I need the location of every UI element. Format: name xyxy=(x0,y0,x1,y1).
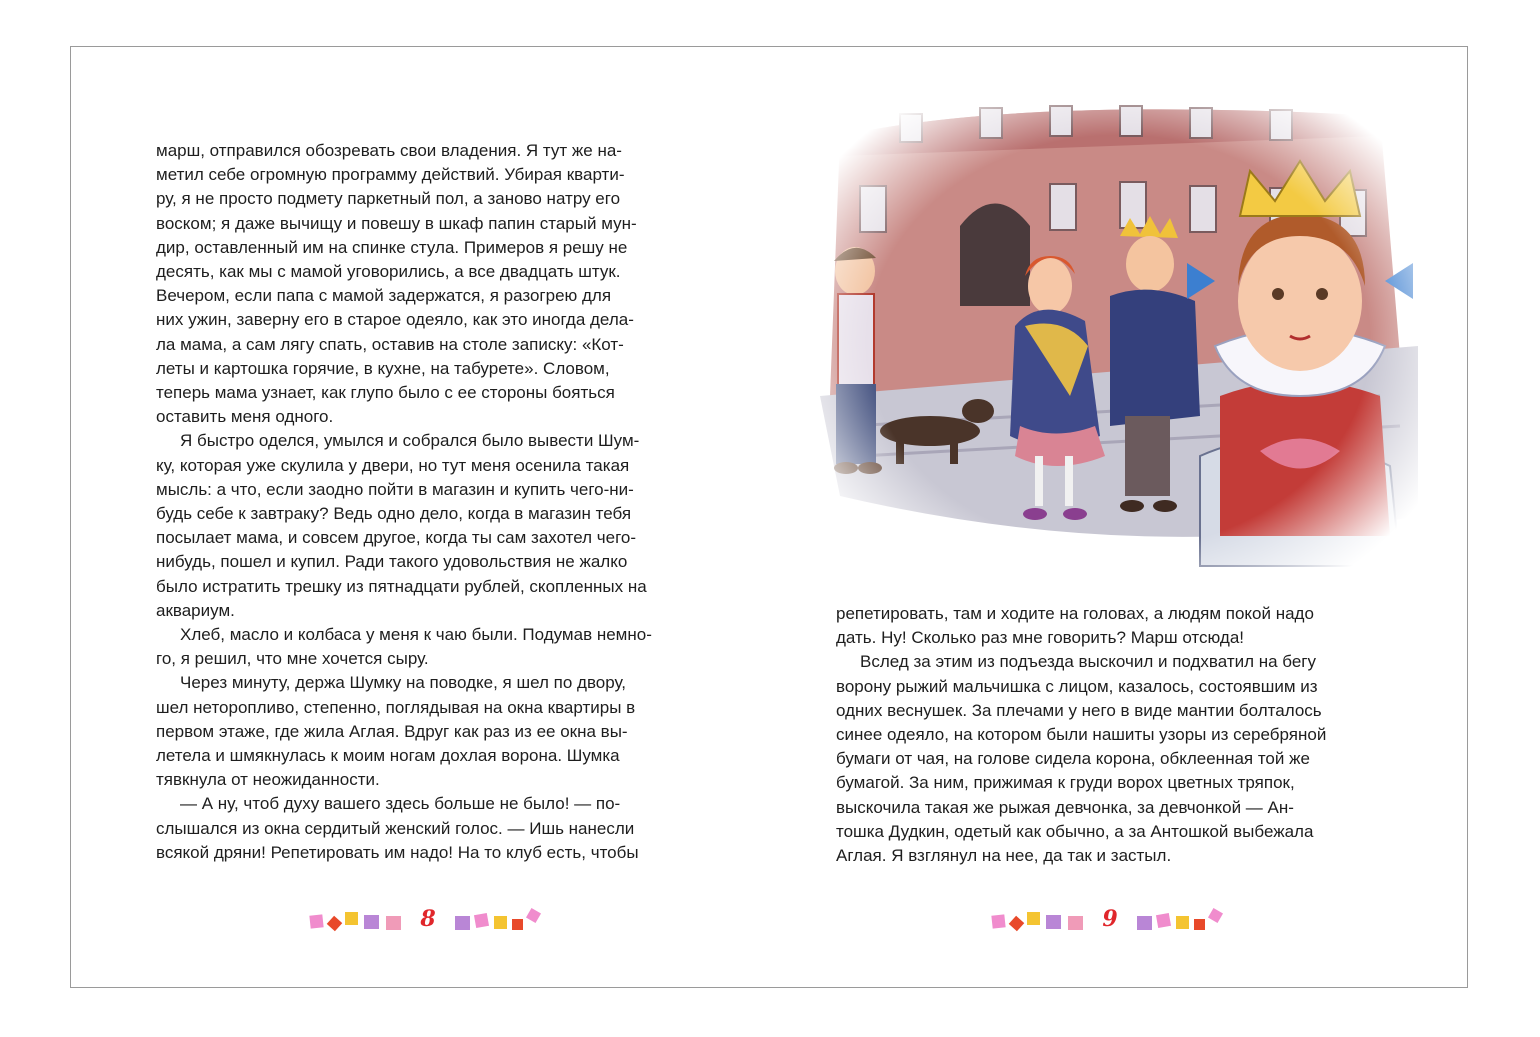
text-line: Через минуту, держа Шумку на поводке, я шел по двору, xyxy=(180,673,627,693)
text-line: одних веснушек. За плечами у него в виде мантии болталось xyxy=(836,700,1322,720)
page-number-left xyxy=(310,908,550,938)
text-line: нибудь, пошел и купил. Ради такого удовольствия не жалко xyxy=(156,552,628,572)
text-line: ла мама, а сам лягу спать, оставив на столе записку: «Кот- xyxy=(156,334,624,354)
left-page-text xyxy=(156,139,702,865)
text-line: оставить меня одного. xyxy=(156,407,334,427)
decor-square xyxy=(364,915,379,929)
text-line: выскочила такая же рыжая девчонка, за девчонкой — Ан- xyxy=(836,797,1294,817)
text-line: первом этаже, где жила Аглая. Вдруг как раз из ее окна вы- xyxy=(156,721,628,741)
text-line: ру, я не просто подмету паркетный пол, а заново натру его xyxy=(156,189,621,209)
decor-square xyxy=(1156,913,1171,928)
decor-square xyxy=(1137,916,1152,930)
text-line: синее одеяло, на котором были нашиты узоры из серебряной xyxy=(836,725,1327,745)
decor-square xyxy=(1046,915,1061,929)
decor-square xyxy=(386,916,401,930)
text-line: слышался из окна сердитый женский голос. — Ишь нанесли xyxy=(156,818,635,838)
decor-square xyxy=(345,912,358,925)
text-line: репетировать, там и ходите на головах, а людям покой надо xyxy=(836,604,1314,623)
text-line: тявкнула от неожиданности. xyxy=(156,770,380,790)
text-line: Я быстро оделся, умылся и собрался было вывести Шум- xyxy=(180,431,640,451)
decor-square xyxy=(1194,919,1205,930)
decor-square xyxy=(1009,916,1025,932)
text-line: посылает мама, и совсем другое, когда ты сам захотел чего- xyxy=(156,528,637,548)
text-line: Хлеб, масло и колбаса у меня к чаю были. Подумав немно- xyxy=(180,625,652,645)
text-line: десять, как мы с мамой уговорились, а все двадцать штук. xyxy=(156,262,621,282)
decor-square xyxy=(991,914,1005,928)
text-line: ку, которая уже скулила у двери, но тут меня осенила такая xyxy=(156,455,630,475)
text-line: всякой дряни! Репетировать им надо! На то клуб есть, чтобы xyxy=(156,842,639,862)
text-line: воском; я даже вычищу и повешу в шкаф папин старый мун- xyxy=(156,213,637,233)
decor-square xyxy=(1176,916,1189,929)
decor-square xyxy=(455,916,470,930)
text-line: марш, отправился обозревать свои владения. Я тут же на- xyxy=(156,141,622,160)
text-line: было истратить трешку из пятнадцати рублей, скопленных на xyxy=(156,576,647,596)
decor-square xyxy=(309,914,323,928)
decor-square xyxy=(1068,916,1083,930)
decor-square xyxy=(512,919,523,930)
decor-square xyxy=(494,916,507,929)
text-line: будь себе к завтраку? Ведь одно дело, когда в магазин тебя xyxy=(156,504,632,524)
text-line: го, я решил, что мне хочется сыру. xyxy=(156,649,429,669)
text-line: Вслед за этим из подъезда выскочил и подхватил на бегу xyxy=(860,652,1317,672)
text-line: ворону рыжий мальчишка с лицом, казалось, состоявшим из xyxy=(836,676,1318,696)
decor-square xyxy=(474,913,489,928)
right-page-text xyxy=(836,602,1384,868)
page-number-right xyxy=(992,908,1232,938)
decor-square xyxy=(1027,912,1040,925)
story-illustration xyxy=(820,96,1418,588)
decor-square xyxy=(526,908,541,923)
text-line: них ужин, заверну его в старое одеяло, как это иногда дела- xyxy=(156,310,634,330)
text-line: — А ну, чтоб духу вашего здесь больше не было! — по- xyxy=(180,794,621,814)
page-number: 8 xyxy=(420,906,436,932)
text-line: теперь мама узнает, как глупо было с ее стороны бояться xyxy=(156,383,615,403)
text-line: аквариум. xyxy=(156,600,235,620)
text-line: Аглая. Я взглянул на нее, да так и застыл. xyxy=(836,846,1172,866)
text-line: летела и шмякнулась к моим ногам дохлая ворона. Шумка xyxy=(156,746,620,766)
text-line: метил себе огромную программу действий. Убирая кварти- xyxy=(156,165,625,185)
text-line: мысль: а что, если заодно пойти в магазин и купить чего-ни- xyxy=(156,479,634,499)
decor-square xyxy=(327,916,343,932)
text-line: шел неторопливо, степенно, поглядывая на окна квартиры в xyxy=(156,697,636,717)
page-number: 9 xyxy=(1102,906,1118,932)
text-line: дир, оставленный им на спинке стула. Примеров я решу не xyxy=(156,237,628,257)
text-line: Вечером, если папа с мамой задержатся, я разогрею для xyxy=(156,286,612,306)
text-line: тошка Дудкин, одетый как обычно, а за Антошкой выбежала xyxy=(836,821,1314,841)
text-line: дать. Ну! Сколько раз мне говорить? Марш отсюда! xyxy=(836,628,1244,648)
text-line: бумаги от чая, на голове сидела корона, обклеенная той же xyxy=(836,749,1310,769)
decor-square xyxy=(1208,908,1223,923)
text-line: бумагой. За ним, прижимая к груди ворох цветных тряпок, xyxy=(836,773,1295,793)
text-line: леты и картошка горячие, в кухне, на табурете». Словом, xyxy=(156,358,610,378)
